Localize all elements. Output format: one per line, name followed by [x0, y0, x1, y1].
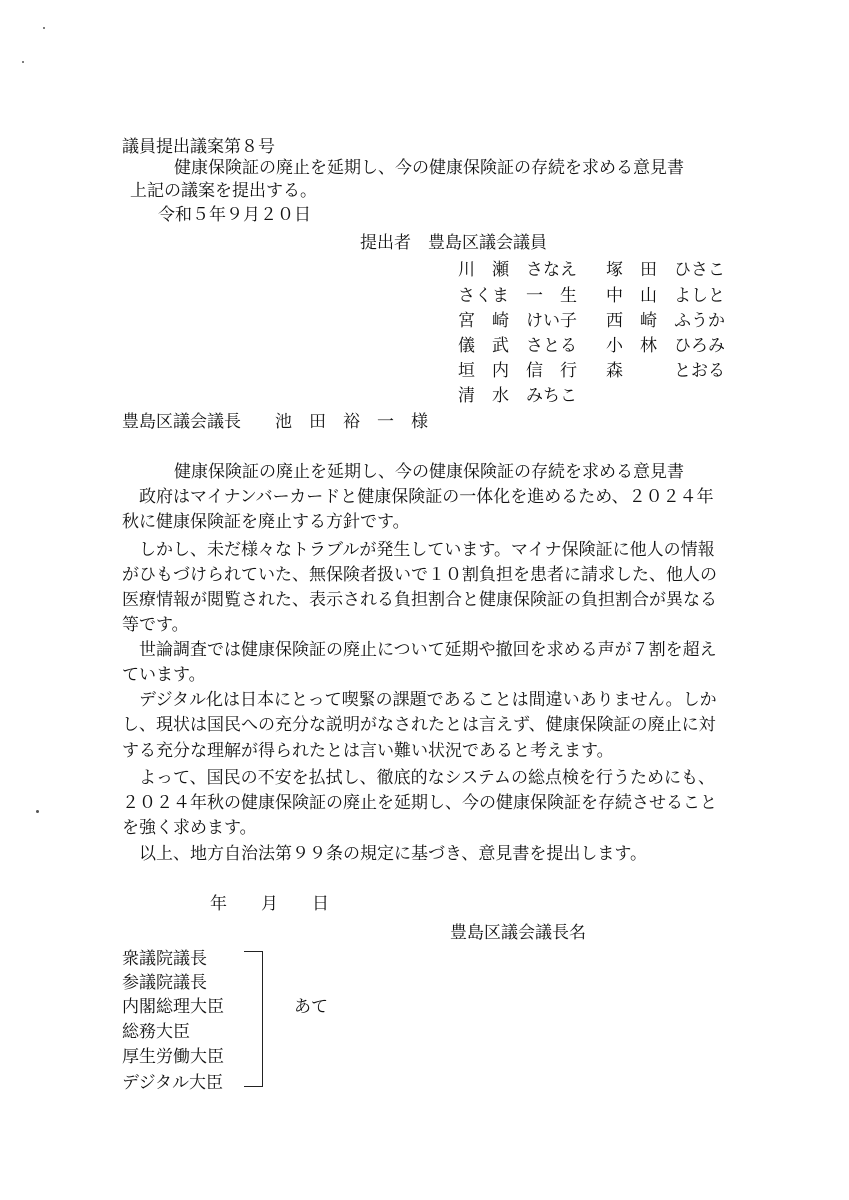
submitter-label: 提出者 豊島区議会議員: [360, 233, 547, 253]
member-name: さくま 一 生: [458, 286, 577, 306]
recipient-bracket: [244, 951, 263, 1087]
body-line: ています。: [122, 665, 206, 685]
recipients-suffix: あて: [294, 997, 328, 1017]
scan-speck: [22, 61, 24, 63]
recipient: 衆議院議長: [122, 949, 207, 969]
member-row: [458, 388, 748, 410]
member-name: 中 山 よしと: [606, 286, 725, 306]
submission-statement: 上記の議案を提出する。: [130, 181, 317, 201]
member-row: [458, 288, 748, 310]
recipient: 厚生労働大臣: [122, 1047, 224, 1067]
member-name: 森 とおる: [606, 361, 725, 381]
member-name: 宮 崎 けい子: [458, 311, 577, 331]
member-row: [458, 313, 748, 335]
member-name: 儀 武 さとる: [458, 336, 577, 356]
recipient: 総務大臣: [122, 1022, 190, 1042]
submission-date: 令和５年９月２０日: [158, 205, 311, 225]
opinion-title: 健康保険証の廃止を延期し、今の健康保険証の存続を求める意見書: [174, 462, 684, 482]
member-name: 川 瀬 さなえ: [458, 260, 577, 280]
addressee: 豊島区議会議長 池 田 裕 一 様: [122, 412, 428, 432]
member-row: [458, 338, 748, 360]
body-line: デジタル化は日本にとって喫緊の課題であることは間違いありません。しか: [122, 690, 717, 710]
member-name: 垣 内 信 行: [458, 361, 577, 381]
scan-speck: [43, 27, 45, 29]
body-line: を強く求めます。: [122, 818, 257, 838]
member-name: 塚 田 ひさこ: [606, 260, 725, 280]
body-line: 世論調査では健康保険証の廃止について延期や撤回を求める声が７割を超え: [122, 640, 717, 660]
body-line: ２０２４年秋の健康保険証の廃止を延期し、今の健康保険証を存続させること: [122, 793, 717, 813]
body-line: 秋に健康保険証を廃止する方針です。: [122, 512, 410, 532]
bill-title: 健康保険証の廃止を延期し、今の健康保険証の存続を求める意見書: [174, 158, 684, 178]
member-name: 清 水 みちこ: [458, 386, 577, 406]
member-name: 小 林 ひろみ: [606, 336, 725, 356]
body-line: する充分な理解が得られたとは言い難い状況であると考えます。: [122, 741, 614, 761]
body-line: 以上、地方自治法第９９条の規定に基づき、意見書を提出します。: [122, 844, 647, 864]
recipient: 参議院議長: [122, 973, 207, 993]
recipient: デジタル大臣: [122, 1073, 223, 1093]
bill-number: 議員提出議案第８号: [122, 137, 275, 157]
recipient: 内閣総理大臣: [122, 997, 224, 1017]
body-line: がひもづけられていた、無保険者扱いで１０割負担を患者に請求した、他人の: [122, 565, 717, 585]
member-row: [458, 363, 748, 385]
body-line: 政府はマイナンバーカードと健康保険証の一体化を進めるため、２０２４年: [122, 487, 714, 507]
chair-name-label: 豊島区議会議長名: [450, 923, 586, 943]
body-line: し、現状は国民への充分な説明がなされたとは言えず、健康保険証の廃止に対: [122, 715, 716, 735]
member-row: [458, 262, 748, 284]
body-line: 医療情報が閲覧された、表示される負担割合と健康保険証の負担割合が異なる: [122, 590, 717, 610]
scan-speck: [36, 810, 39, 813]
member-name: 西 崎 ふうか: [606, 311, 725, 331]
body-line: しかし、未だ様々なトラブルが発生しています。マイナ保険証に他人の情報: [122, 540, 715, 560]
body-line: 等です。: [122, 615, 189, 635]
date-blank: 年 月 日: [210, 894, 329, 914]
body-line: よって、国民の不安を払拭し、徹底的なシステムの総点検を行うためにも、: [122, 768, 715, 788]
